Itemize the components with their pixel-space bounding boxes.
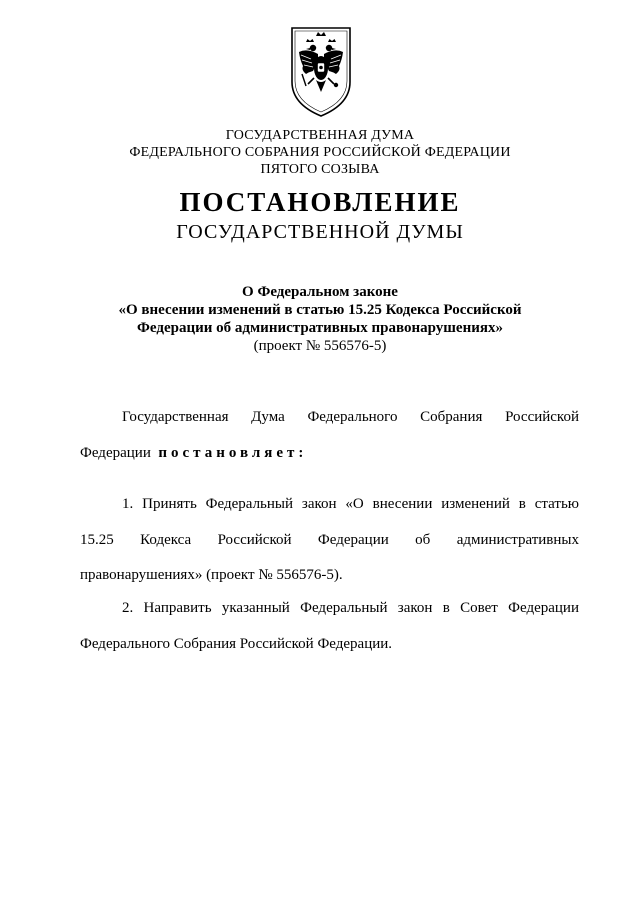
item-1-line-1: 1. Принять Федеральный закон «О внесении изменений в статью bbox=[122, 496, 579, 512]
subject-line-4: (проект № 556576-5) bbox=[253, 338, 387, 354]
org-line-3: ПЯТОГО СОЗЫВА bbox=[260, 162, 380, 177]
preamble-line-2 bbox=[80, 444, 307, 462]
subject-line-1: О Федеральном законе bbox=[242, 284, 398, 300]
document-issuer: ГОСУДАРСТВЕННОЙ ДУМЫ bbox=[176, 221, 464, 243]
item-2-line-2: Федерального Собрания Российской Федерации. bbox=[80, 636, 393, 652]
subject-line-3: Федерации об административных правонарушениях» bbox=[137, 320, 503, 336]
org-line-1: ГОСУДАРСТВЕННАЯ ДУМА bbox=[225, 128, 415, 143]
resolves-verb: постановляет: bbox=[158, 445, 308, 461]
preamble-text: Федерации bbox=[80, 445, 151, 461]
document-type-title: ПОСТАНОВЛЕНИЕ bbox=[179, 187, 461, 217]
item-1-line-3: правонарушениях» (проект № 556576-5). bbox=[80, 567, 343, 583]
item-2-line-1: 2. Направить указанный Федеральный закон в Совет Федерации bbox=[122, 600, 579, 616]
subject-line-2: «О внесении изменений в статью 15.25 Кодекса Российской bbox=[118, 302, 522, 318]
preamble-line-1: Государственная Дума Федерального Собрания Российской bbox=[122, 409, 579, 425]
state-emblem-icon bbox=[289, 24, 353, 118]
item-1-line-2: 15.25 Кодекса Российской Федерации об административных bbox=[80, 532, 579, 548]
org-line-2: ФЕДЕРАЛЬНОГО СОБРАНИЯ РОССИЙСКОЙ ФЕДЕРАЦИИ bbox=[129, 145, 511, 160]
